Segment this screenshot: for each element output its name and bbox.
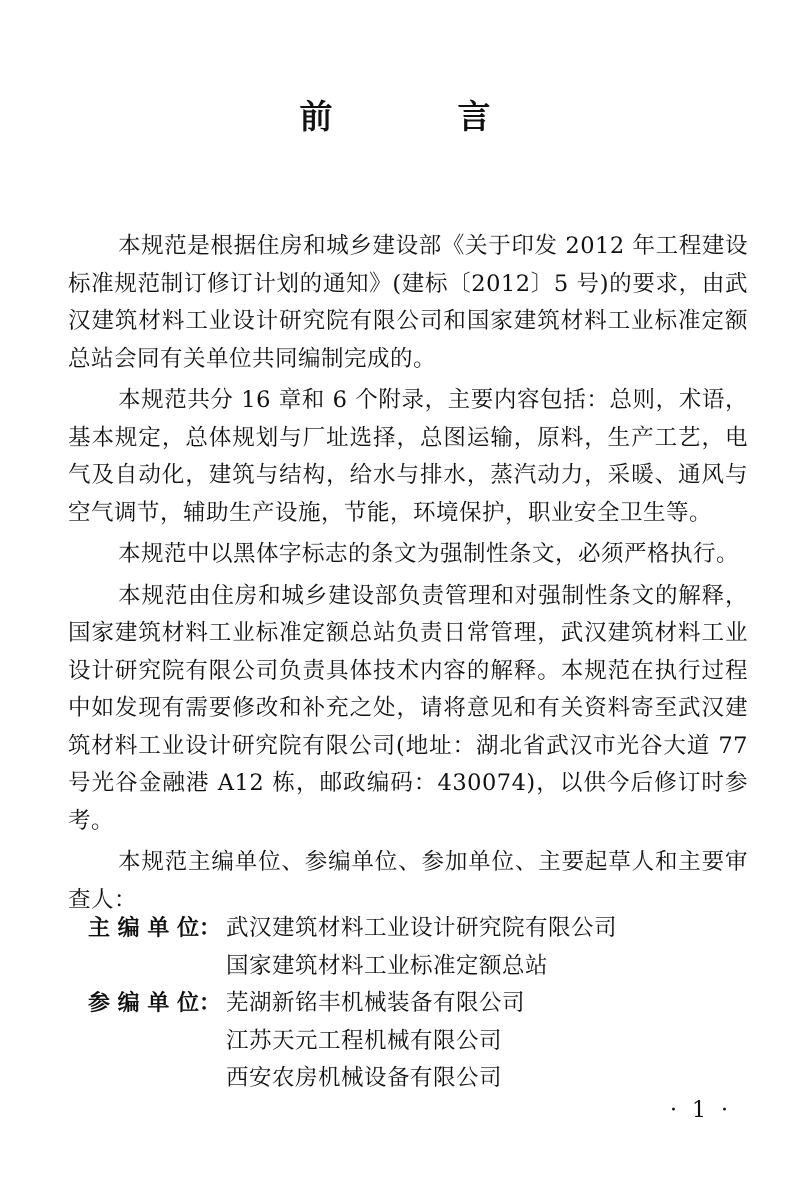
chief-units-row — [88, 910, 728, 985]
paragraph-basis: 本规范是根据住房和城乡建设部《关于印发 2012 年工程建设标准规范制订修订计划的通知》(建标〔2012〕5 号)的要求，由武汉建筑材料工业设计研究院有限公司和国家建筑材料工业标准定额总站会同有关单位共同编制完成的。 — [68, 233, 748, 372]
participating-units-row — [88, 985, 728, 1098]
unit-name: 芜湖新铭丰机械装备有限公司 — [226, 990, 526, 1016]
chief-units-label: 主 编 单 位： — [88, 916, 221, 941]
participating-units-list — [226, 985, 525, 1098]
paragraph-mandatory: 本规范中以黑体字标志的条文为强制性条文，必须严格执行。 — [118, 541, 740, 567]
paragraph-management: 本规范由住房和城乡建设部负责管理和对强制性条文的解释，国家建筑材料工业标准定额总站负责日常管理，武汉建筑材料工业设计研究院有限公司负责具体技术内容的解释。本规范在执行过程中如发现有需要修改和补充之处，请将意见和有关资料寄至武汉建筑材料工业设计研究院有限公司(地址：湖北省武汉市光谷大道 77 号光谷金融港 A12 栋，邮政编码：430074)，以供今后修订时参考。 — [68, 582, 748, 834]
preface-body — [68, 228, 748, 923]
unit-name: 西安农房机械设备有限公司 — [226, 1065, 503, 1091]
paragraph-contents: 本规范共分 16 章和 6 个附录，主要内容包括：总则，术语，基本规定，总体规划与厂址选择，总图运输，原料，生产工艺，电气及自动化，建筑与结构，给水与排水，蒸汽动力，采暖、通风与空气调节，辅助生产设施，节能，环境保护，职业安全卫生等。 — [68, 387, 748, 526]
unit-name: 武汉建筑材料工业设计研究院有限公司 — [226, 915, 618, 941]
chief-units-list — [226, 910, 617, 985]
unit-name: 江苏天元工程机械有限公司 — [226, 1027, 503, 1054]
units-section — [88, 910, 728, 1098]
page-number: · 1 · — [670, 1098, 732, 1123]
participating-units-label: 参 编 单 位： — [88, 991, 221, 1016]
page-title: 前 言 — [299, 97, 537, 136]
unit-name: 国家建筑材料工业标准定额总站 — [226, 952, 549, 979]
paragraph-units-intro: 本规范主编单位、参编单位、参加单位、主要起草人和主要审查人： — [68, 849, 748, 913]
